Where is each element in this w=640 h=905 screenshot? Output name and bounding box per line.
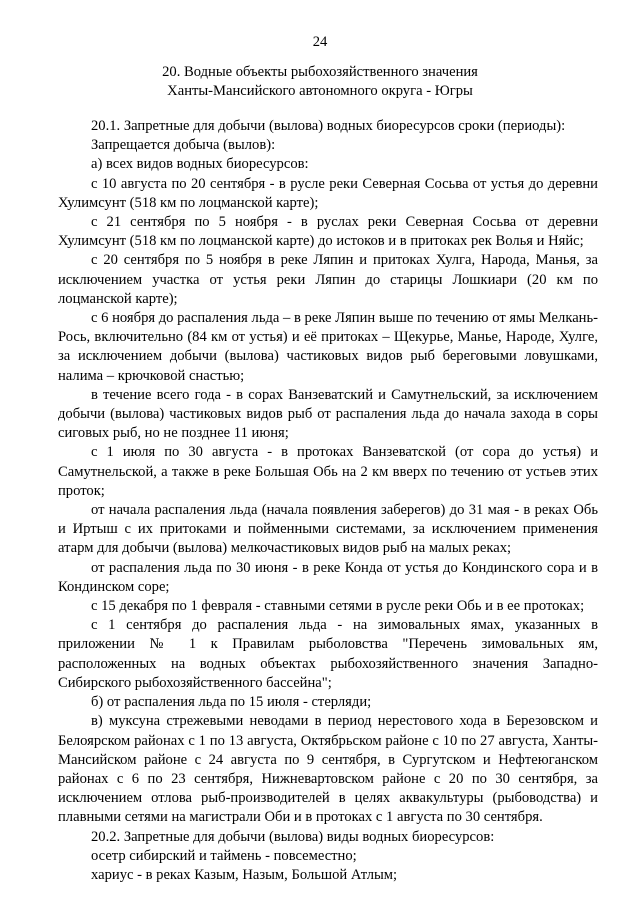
paragraph-channels: с 1 июля по 30 августа - в протоках Ванзеватской (от сора до устья) и Самутнельской, а также в реке Большая Обь на 2 км вверх по течению от устьев этих проток; — [58, 444, 598, 499]
document-body — [58, 117, 598, 885]
paragraph-sors: в течение всего года - в сорах Ванзеватский и Самутнельский, за исключением добычи (вылова) частиковых видов рыб от распаления льда до начала захода в соры сиговых рыб, но не позднее 11 июня; — [58, 386, 598, 442]
paragraph-lyapin-2: с 6 ноября до распаления льда – в реке Ляпин выше по течению от ямы Мелкань-Рось, включительно (84 км от устья) и её притоках – Щекурье, Манье, Народе, Хулге, за исключением добычи (вылова) частиковых видов рыб береговыми ловушками, налима – крючковой снастью; — [58, 310, 598, 384]
section-title-line-2: Ханты-Мансийского автономного округа - Югры — [167, 83, 473, 99]
paragraph-sterlet: б) от распаления льда по 15 июля - стерляди; — [91, 694, 372, 711]
paragraph-20-1: 20.1. Запретные для добычи (вылова) водных биоресурсов сроки (периоды): — [91, 118, 566, 134]
paragraph-konda: от распаления льда по 30 июня - в реке Конда от устья до Кондинского сора и в Кондинском соре; — [58, 559, 598, 595]
paragraph-severnaya-sosva-1: с 10 августа по 20 сентября - в русле реки Северная Сосьва от устья до деревни Хулимсунт (518 км по лоцманской карте); — [58, 175, 598, 211]
paragraph-lyapin-1: с 20 сентября по 5 ноября в реке Ляпин и притоках Хулга, Народа, Манья, за исключением участка от устья реки Ляпин до старицы Лошкиари (20 км по лоцманской карте); — [58, 252, 598, 307]
section-title-line-1: 20. Водные объекты рыбохозяйственного значения — [162, 64, 478, 80]
page-number: 24 — [312, 34, 328, 50]
paragraph-sturgeon-taimen: осетр сибирский и таймень - повсеместно; — [91, 847, 357, 864]
paragraph-prohibition: Запрещается добыча (вылов): — [91, 137, 276, 154]
paragraph-severnaya-sosva-2: с 21 сентября по 5 ноября - в руслах реки Северная Сосьва от деревни Хулимсунт (518 км по лоцманской карте) до истоков и в притоках рек Волья и Няйс; — [58, 214, 598, 250]
paragraph-all-species: а) всех видов водных биоресурсов: — [91, 156, 309, 173]
paragraph-ob-irtysh: от начала распаления льда (начала появления заберегов) до 31 мая - в реках Обь и Иртыш с их притоками и пойменными системами, за исключением применения атарм для добычи (вылова) мелкочастиковых видов рыб на малых реках; — [58, 502, 598, 557]
paragraph-set-nets: с 15 декабря по 1 февраля - ставными сетями в русле реки Обь и в ее протоках; — [91, 598, 585, 615]
paragraph-wintering-pits: с 1 сентября до распаления льда - на зимовальных ямах, указанных в приложении № 1 к Правилам рыболовства "Перечень зимовальных ям, расположенных на водных объектах рыбохозяйственного значения Западно-Сибирского рыбохозяйственного бассейна"; — [58, 617, 598, 691]
paragraph-grayling: хариус - в реках Казым, Назым, Большой Атлым; — [91, 866, 398, 883]
paragraph-muksun: в) муксуна стрежевыми неводами в период нерестового хода в Березовском и Белоярском районах с 1 по 13 августа, Октябрьском районе с 10 по 27 августа, Ханты-Мансийском районе с 24 августа по 9 сентября, в Сургутском и Нефтеюганском районах с 6 по 23 сентября, Нижневартовском районе с 20 по 30 сентября, за исключением отлова рыб-производителей в целях аквакультуры (рыбоводства) и плавными сетями на магистрали Оби и в протоках с 1 августа по 30 сентября. — [58, 713, 598, 826]
paragraph-20-2: 20.2. Запретные для добычи (вылова) виды водных биоресурсов: — [91, 828, 495, 845]
